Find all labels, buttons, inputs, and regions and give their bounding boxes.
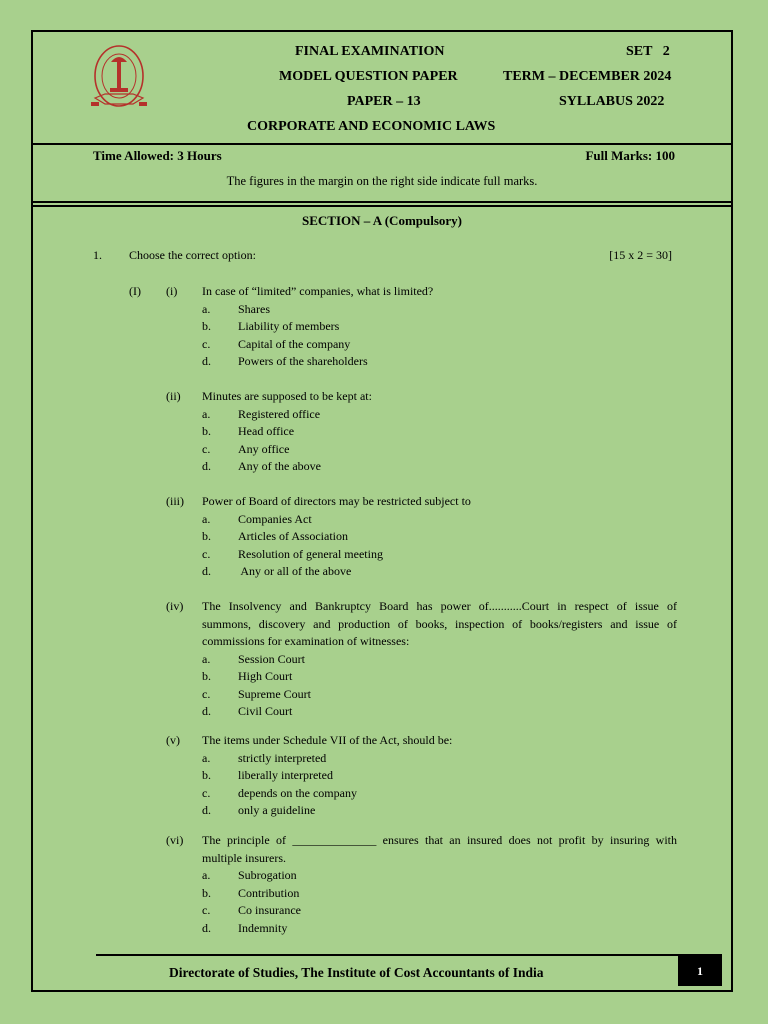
option-text: Contribution [238, 885, 300, 900]
option-text: Companies Act [238, 511, 312, 526]
option-text: Any of the above [238, 459, 321, 473]
double-rule [33, 201, 731, 207]
option-text: Registered office [238, 406, 321, 421]
question-num: (ii) [166, 389, 181, 403]
footer-text: Directorate of Studies, The Institute of Cost Accountants of India [169, 965, 544, 980]
paper-number: PAPER – 13 [347, 94, 421, 109]
option-letter: d. [202, 920, 211, 935]
question-num: (v) [166, 733, 180, 747]
option-letter: d. [202, 564, 211, 578]
option-letter: d. [202, 704, 211, 718]
option-text: Civil Court [238, 704, 293, 718]
option-letter: b. [202, 768, 211, 782]
question-num: (vi) [166, 833, 184, 847]
question-line: summons, discovery and production of books, inspection of books/registers and issue of [202, 616, 677, 631]
question-line: The principle of ______________ ensures that an insured does not profit by insuring with [202, 833, 677, 847]
set-number: SET 2 [626, 44, 670, 59]
option-text: Co insurance [238, 903, 301, 917]
question-num: (iii) [166, 494, 184, 508]
question-line: Minutes are supposed to be kept at: [202, 389, 372, 403]
subject-title: CORPORATE AND ECONOMIC LAWS [247, 119, 496, 134]
option-text: Any or all of the above [238, 564, 352, 578]
option-letter: c. [202, 441, 211, 456]
option-letter: b. [202, 529, 211, 543]
option-letter: a. [202, 511, 211, 526]
section-title: SECTION – A (Compulsory) [302, 213, 462, 228]
option-letter: a. [202, 651, 211, 666]
option-text: Session Court [238, 651, 306, 666]
option-text: strictly interpreted [238, 750, 327, 765]
option-letter: c. [202, 546, 211, 561]
option-letter: b. [202, 669, 211, 683]
full-marks: Full Marks: 100 [585, 148, 675, 163]
option-letter: c. [202, 785, 211, 800]
time-allowed: Time Allowed: 3 Hours [93, 148, 222, 163]
question-marks: [15 x 2 = 30] [609, 248, 672, 262]
exam-title: FINAL EXAMINATION [295, 44, 445, 59]
option-text: only a guideline [238, 803, 316, 817]
paper-type: MODEL QUESTION PAPER [279, 69, 458, 84]
question-num: (iv) [166, 599, 184, 613]
option-letter: d. [202, 803, 211, 817]
question-line: multiple insurers. [202, 850, 286, 865]
option-letter: c. [202, 336, 211, 351]
option-text: Liability of members [238, 319, 340, 333]
page-number: 1 [678, 956, 722, 986]
question-number: 1. [93, 248, 102, 262]
question-text: Choose the correct option: [129, 248, 256, 262]
option-text: Indemnity [238, 920, 288, 935]
option-text: Head office [238, 424, 295, 438]
option-text: Supreme Court [238, 686, 311, 701]
option-text: Shares [238, 301, 270, 316]
question-line: In case of “limited” companies, what is limited? [202, 284, 434, 298]
question-line: Power of Board of directors may be restricted subject to [202, 494, 471, 508]
option-text: Resolution of general meeting [238, 546, 383, 561]
option-text: Powers of the shareholders [238, 354, 368, 368]
option-letter: b. [202, 885, 211, 900]
question-num: (i) [166, 284, 178, 298]
option-letter: c. [202, 686, 211, 701]
question-line: The Insolvency and Bankruptcy Board has power of...........Court in respect of issue of [202, 599, 677, 613]
term: TERM – DECEMBER 2024 [503, 69, 672, 84]
option-text: Any office [238, 441, 290, 456]
option-text: High Court [238, 669, 293, 683]
option-text: Capital of the company [238, 336, 351, 351]
syllabus: SYLLABUS 2022 [559, 94, 665, 109]
option-letter: b. [202, 424, 211, 438]
page-frame [31, 30, 733, 992]
question-line: commissions for examination of witnesses: [202, 634, 410, 648]
option-letter: d. [202, 459, 211, 473]
option-letter: a. [202, 750, 211, 765]
option-letter: a. [202, 868, 211, 882]
part-label: (I) [129, 284, 141, 298]
option-letter: d. [202, 354, 211, 368]
institute-logo [91, 40, 147, 112]
option-letter: c. [202, 903, 211, 917]
option-letter: a. [202, 301, 211, 316]
option-letter: b. [202, 319, 211, 333]
marks-note: The figures in the margin on the right side indicate full marks. [226, 174, 538, 188]
footer-rule [96, 954, 722, 956]
option-text: Subrogation [238, 868, 297, 882]
question-line: The items under Schedule VII of the Act, should be: [202, 733, 453, 747]
option-text: depends on the company [238, 785, 357, 800]
exam-header [33, 32, 731, 145]
option-text: liberally interpreted [238, 768, 333, 782]
option-letter: a. [202, 406, 211, 421]
exam-meta [33, 145, 731, 203]
option-text: Articles of Association [238, 529, 348, 543]
